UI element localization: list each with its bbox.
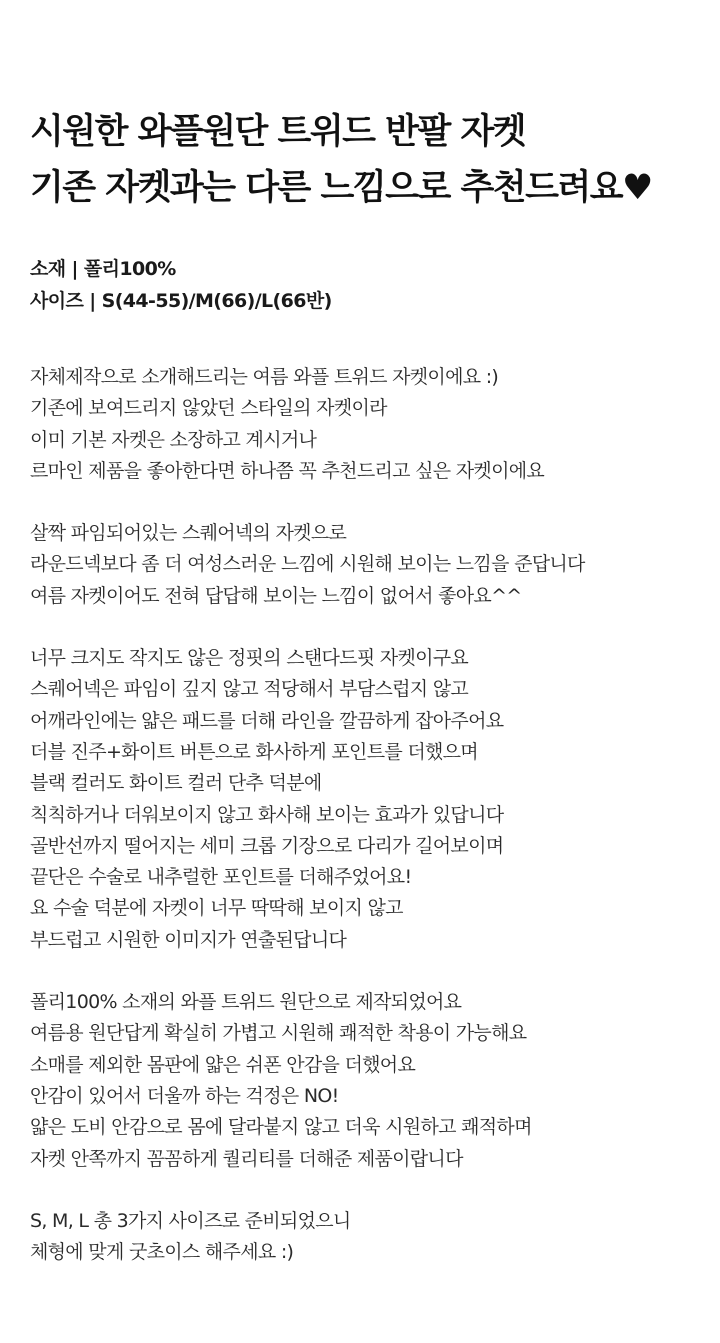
paragraph-line: 얇은 도비 안감으로 몸에 달라붙지 않고 더욱 시원하고 쾌적하며: [30, 1116, 532, 1139]
paragraph-line: 자켓 안쪽까지 꼼꼼하게 퀄리티를 더해준 제품이랍니다: [30, 1147, 463, 1170]
paragraph-4: [30, 987, 710, 1175]
paragraph-line: 이미 기본 자켓은 소장하고 계시거나: [30, 428, 317, 451]
paragraph-line: 골반선까지 떨어지는 세미 크롭 기장으로 다리가 길어보이며: [30, 834, 504, 857]
paragraph-line: 칙칙하거나 더워보이지 않고 화사해 보이는 효과가 있답니다: [30, 803, 504, 826]
paragraph-line: 체형에 맞게 굿초이스 해주세요 :): [30, 1241, 294, 1264]
paragraph-line: 여름 자켓이어도 전혀 답답해 보이는 느낌이 없어서 좋아요^^: [30, 584, 522, 607]
paragraph-line: 요 수술 덕분에 자켓이 너무 딱딱해 보이지 않고: [30, 897, 403, 920]
paragraph-line: 어깨라인에는 얇은 패드를 더해 라인을 깔끔하게 잡아주어요: [30, 709, 504, 732]
paragraph-line: S, M, L 총 3가지 사이즈로 준비되었으니: [30, 1209, 351, 1232]
paragraph-line: 폴리100% 소재의 와플 트위드 원단으로 제작되었어요: [30, 991, 462, 1014]
paragraph-line: 기존에 보여드리지 않았던 스타일의 자켓이라: [30, 397, 387, 420]
product-description: [30, 104, 710, 1268]
paragraph-line: 안감이 있어서 더울까 하는 걱정은 NO!: [30, 1084, 339, 1107]
headline: [30, 104, 710, 216]
paragraph-line: 너무 크지도 작지도 않은 정핏의 스탠다드핏 자켓이구요: [30, 647, 469, 670]
paragraph-line: 끝단은 수술로 내추럴한 포인트를 더해주었어요!: [30, 866, 412, 889]
spec-size: 사이즈 | S(44-55)/M(66)/L(66반): [30, 290, 332, 312]
paragraph-1: [30, 362, 710, 487]
paragraph-line: 더블 진주+화이트 버튼으로 화사하게 포인트를 더했으며: [30, 740, 478, 763]
paragraph-line: 살짝 파임되어있는 스퀘어넥의 자켓으로: [30, 522, 347, 545]
paragraph-2: [30, 518, 710, 612]
paragraph-3: [30, 643, 710, 956]
spec-list: [30, 253, 710, 317]
paragraph-line: 스퀘어넥은 파임이 깊지 않고 적당해서 부담스럽지 않고: [30, 678, 469, 701]
paragraph-line: 자체제작으로 소개해드리는 여름 와플 트위드 자켓이에요 :): [30, 366, 499, 388]
headline-line-2: 기존 자켓과는 다른 느낌으로 추천드려요♥: [30, 168, 652, 208]
headline-line-1: 시원한 와플원단 트위드 반팔 자켓: [30, 112, 526, 152]
paragraph-line: 소매를 제외한 몸판에 얇은 쉬폰 안감을 더했어요: [30, 1053, 416, 1076]
paragraph-line: 르마인 제품을 좋아한다면 하나쯤 꼭 추천드리고 싶은 자켓이에요: [30, 459, 545, 482]
paragraph-line: 부드럽고 시원한 이미지가 연출된답니다: [30, 928, 347, 951]
paragraph-line: 블랙 컬러도 화이트 컬러 단추 덕분에: [30, 772, 322, 795]
paragraph-line: 라운드넥보다 좀 더 여성스러운 느낌에 시원해 보이는 느낌을 준답니다: [30, 553, 585, 576]
spec-material: 소재 | 폴리100%: [30, 258, 176, 280]
paragraph-line: 여름용 원단답게 확실히 가볍고 시원해 쾌적한 착용이 가능해요: [30, 1022, 527, 1045]
description-body: [30, 362, 710, 1268]
paragraph-5: [30, 1206, 710, 1269]
